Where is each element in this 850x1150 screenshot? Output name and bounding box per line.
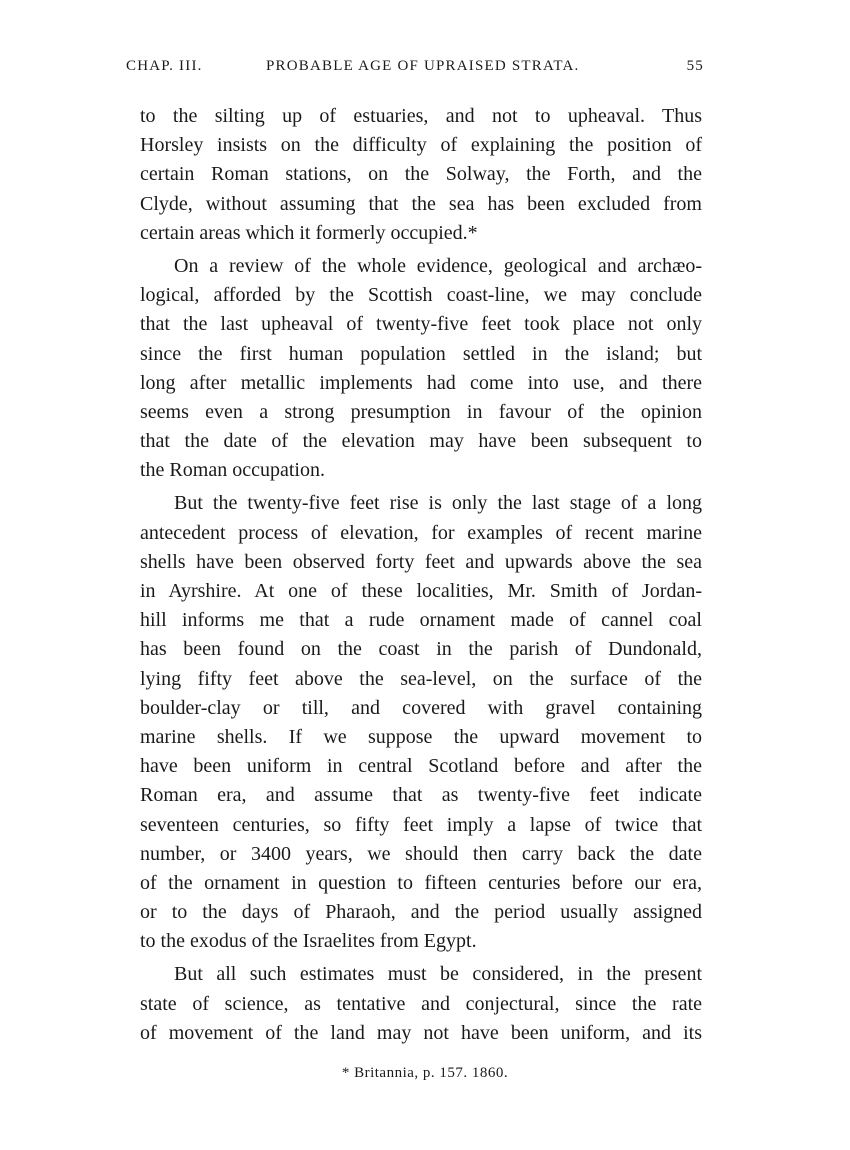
text-line: number, or 3400 years, we should then carry back the date	[140, 842, 702, 865]
paragraph	[140, 489, 702, 956]
running-title: PROBABLE AGE OF UPRAISED STRATA.	[266, 58, 580, 74]
text-line: certain Roman stations, on the Solway, the Forth, and the	[140, 163, 702, 186]
text-line: Clyde, without assuming that the sea has been excluded from	[140, 192, 702, 215]
text-line: that the date of the elevation may have been subsequent to	[140, 430, 702, 453]
text-line: seems even a strong presumption in favour of the opinion	[140, 400, 702, 423]
body-text	[140, 102, 702, 1048]
page-number: 55	[686, 58, 704, 74]
text-line: state of science, as tentative and conjectural, since the rate	[140, 992, 702, 1015]
text-line: long after metallic implements had come into use, and there	[140, 371, 702, 394]
text-line: marine shells. If we suppose the upward movement to	[140, 725, 702, 748]
text-line: to the silting up of estuaries, and not to upheaval. Thus	[140, 105, 702, 127]
chapter-label: CHAP. III.	[126, 58, 203, 74]
text-line: of movement of the land may not have been uniform, and its	[140, 1021, 702, 1044]
text-line: shells have been observed forty feet and upwards above the sea	[140, 550, 702, 573]
paragraph	[140, 960, 702, 1048]
text-line: or to the days of Pharaoh, and the period usually assigned	[140, 901, 702, 924]
text-line: of the ornament in question to fifteen centuries before our era,	[140, 871, 702, 894]
text-line: the Roman occupation.	[140, 459, 325, 482]
running-head	[126, 58, 704, 82]
text-line: But the twenty-five feet rise is only the last stage of a long	[174, 492, 702, 515]
footnote: * Britannia, p. 157. 1860.	[341, 1065, 509, 1081]
text-line: hill informs me that a rude ornament made of cannel coal	[140, 609, 702, 632]
paragraph	[140, 252, 702, 486]
text-line: boulder-clay or till, and covered with gravel containing	[140, 696, 702, 719]
paragraph	[140, 102, 702, 248]
text-line: that the last upheaval of twenty-five feet took place not only	[140, 313, 702, 336]
text-line: antecedent process of elevation, for examples of recent marine	[140, 521, 702, 544]
text-line: in Ayrshire. At one of these localities, Mr. Smith of Jordan-	[140, 580, 702, 602]
text-line: Roman era, and assume that as twenty-five feet indicate	[140, 784, 702, 807]
text-line: But all such estimates must be considered, in the present	[174, 963, 702, 986]
text-line: certain areas which it formerly occupied.*	[140, 221, 478, 244]
text-line: seventeen centuries, so fifty feet imply a lapse of twice that	[140, 813, 702, 836]
text-line: lying fifty feet above the sea-level, on the surface of the	[140, 667, 702, 690]
text-line: Horsley insists on the difficulty of explaining the position of	[140, 134, 702, 157]
text-line: have been uniform in central Scotland before and after the	[140, 755, 702, 778]
text-line: logical, afforded by the Scottish coast-line, we may conclude	[140, 284, 702, 307]
text-line: has been found on the coast in the parish of Dundonald,	[140, 638, 702, 661]
text-line: since the first human population settled in the island; but	[140, 342, 702, 365]
text-line: to the exodus of the Israelites from Egypt.	[140, 930, 477, 953]
text-line: On a review of the whole evidence, geological and archæo-	[174, 254, 702, 277]
